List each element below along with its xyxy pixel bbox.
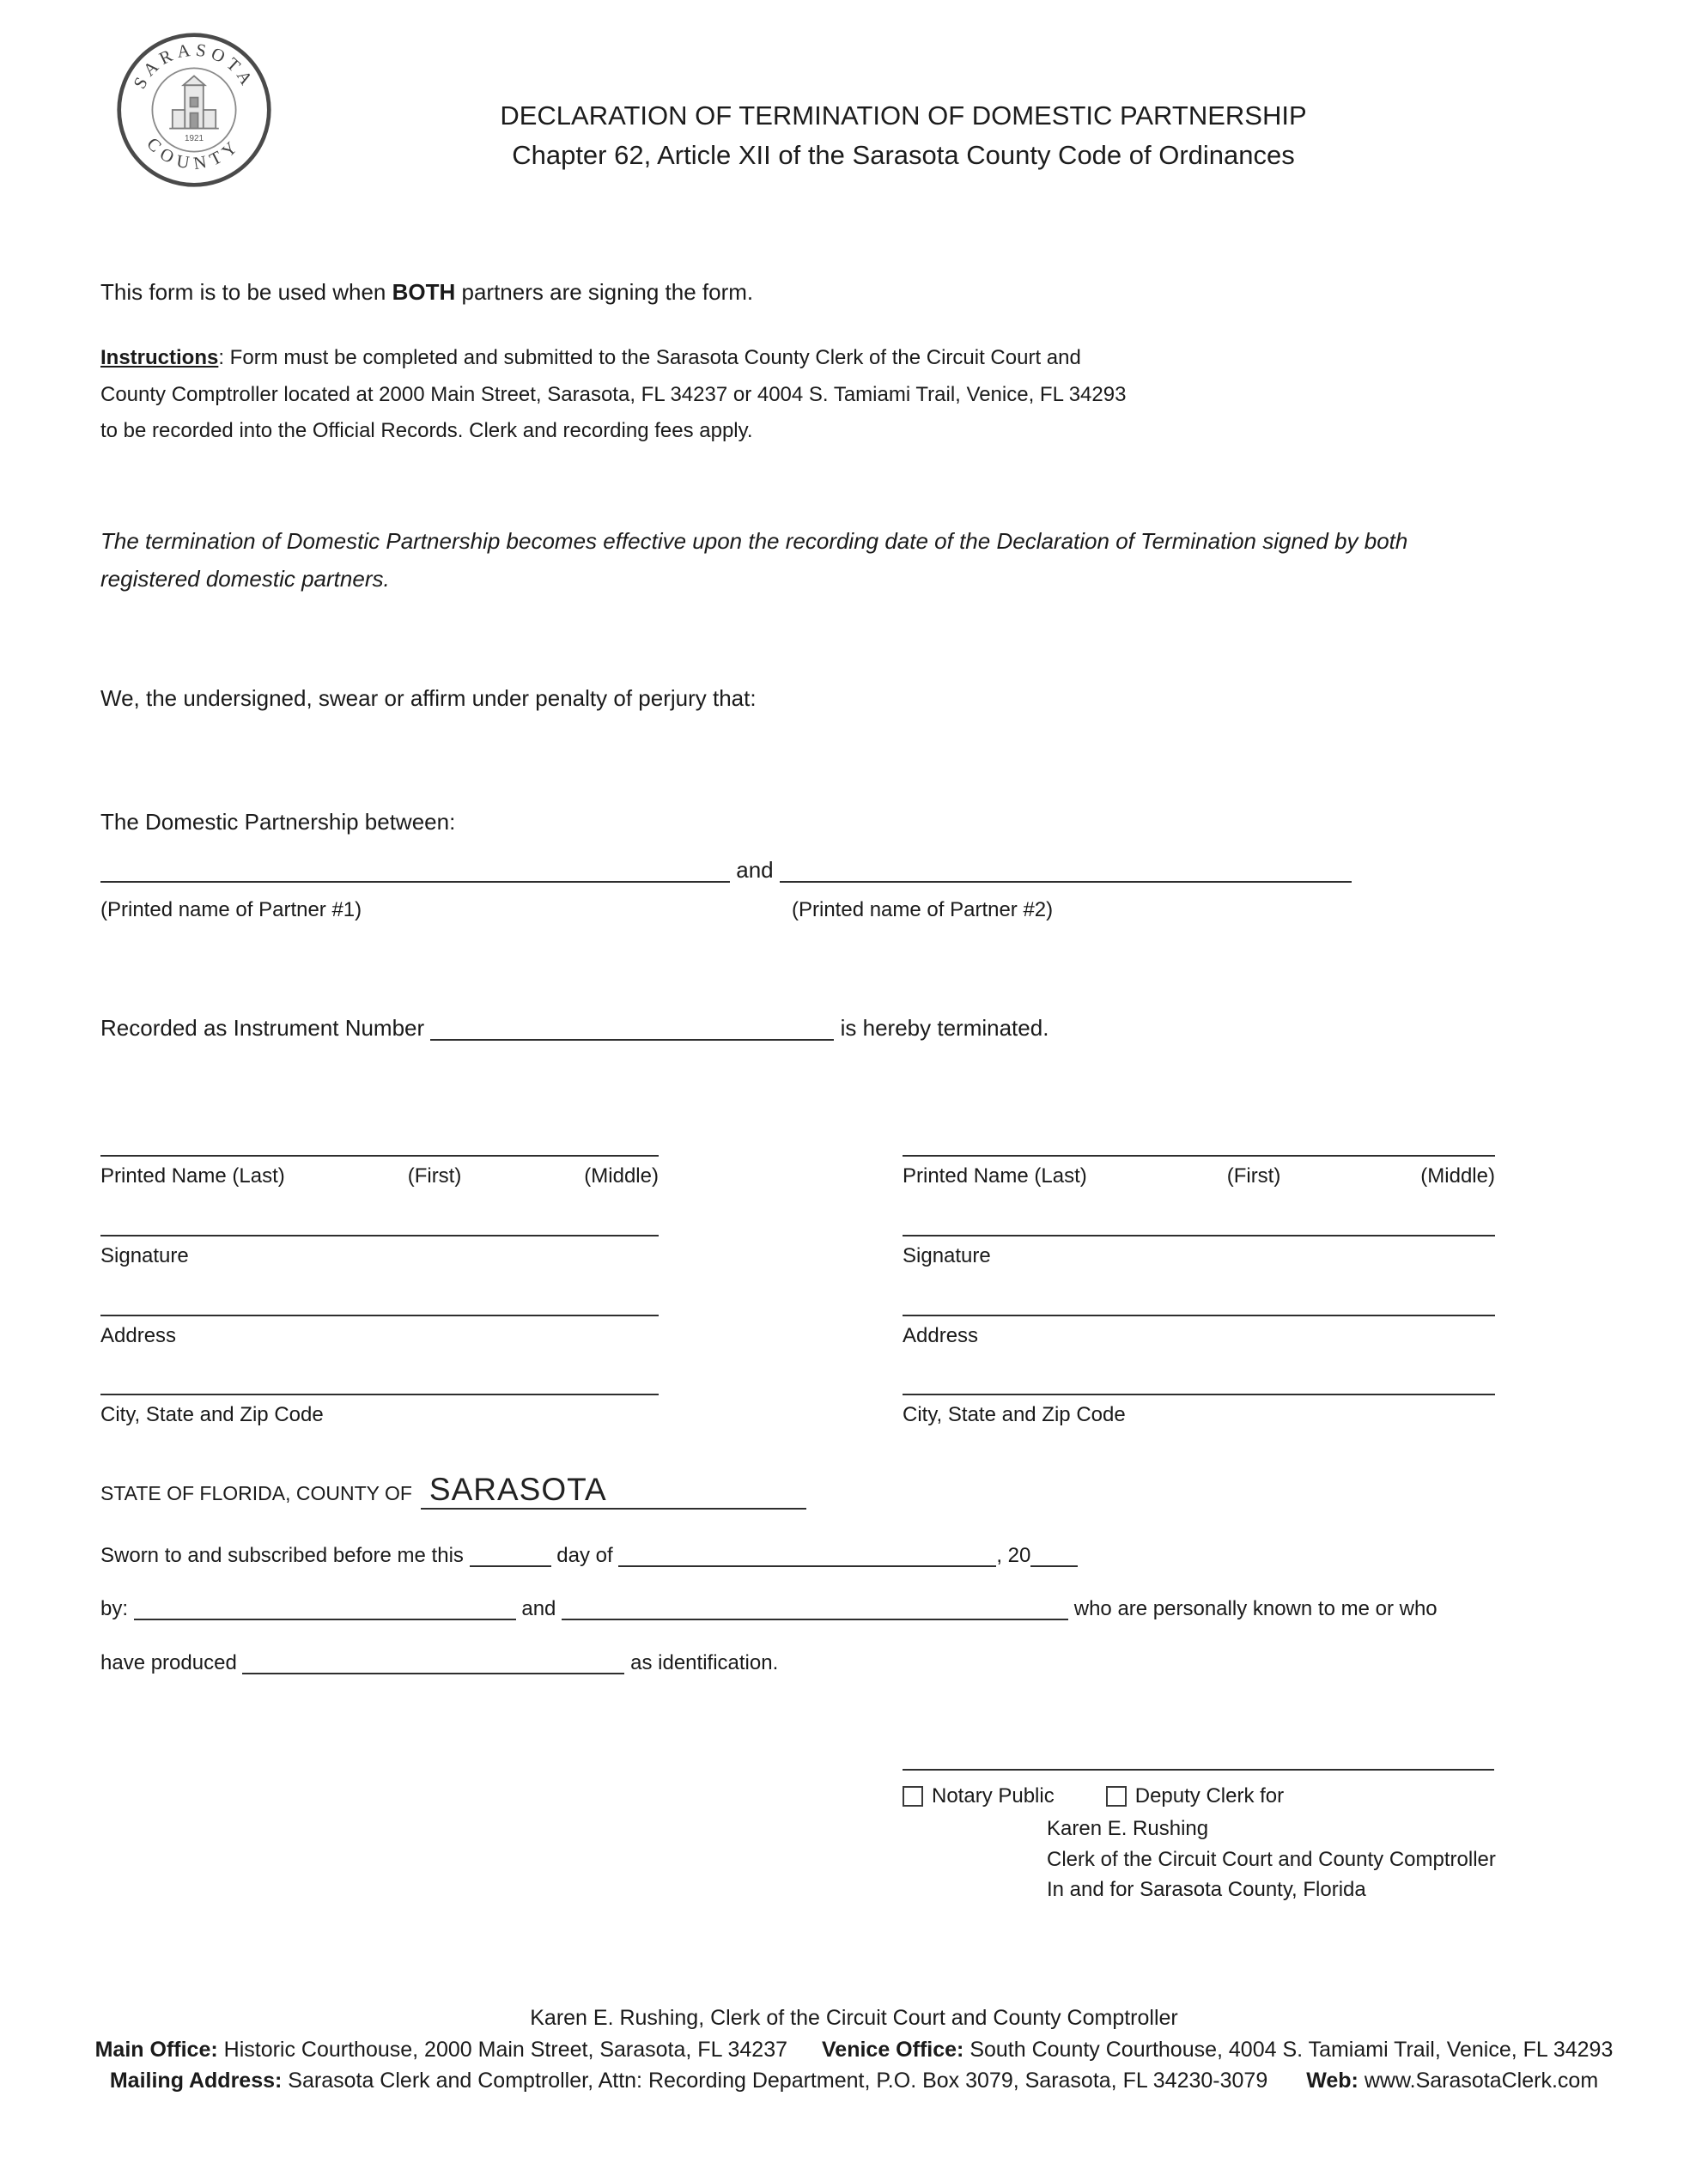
deputy-clerk-option [1106,1784,1284,1808]
clerk-title: Clerk of the Circuit Court and County Comptroller [1047,1847,1496,1871]
year-field[interactable] [1030,1546,1078,1567]
partner1-printed-name-field[interactable] [100,1155,659,1157]
main-office-label: Main Office: [94,2038,218,2062]
partner2-caption: (Printed name of Partner #2) [792,898,1054,921]
partner1-name-field[interactable] [100,862,730,883]
sworn-pre: Sworn to and subscribed before me this [100,1544,464,1567]
partner2-city-state-zip-field[interactable] [903,1394,1495,1395]
partner2-printed-name-field[interactable] [903,1155,1495,1157]
partner1-signature-group [100,1235,659,1268]
mailing-address-label: Mailing Address: [109,2069,283,2093]
middle-label: (Middle) [584,1164,659,1188]
footer-clerk-line: Karen E. Rushing, Clerk of the Circuit Court and County Comptroller [530,2006,1178,2030]
personally-known-text: who are personally known to me or who [1073,1597,1438,1620]
notary-public-label: Notary Public [932,1784,1055,1808]
sworn-by-line [100,1597,1438,1621]
footer-mailing-line [0,2069,1708,2093]
svg-text:COUNTY: COUNTY [143,134,246,174]
usage-pre: This form is to be used when [100,279,392,305]
county-value: SARASOTA [429,1472,607,1507]
partner1-city-group [100,1394,659,1427]
form-title-line2: Chapter 62, Article XII of the Sarasota County Code of Ordinances [512,139,1295,170]
partner1-signature-field[interactable] [100,1235,659,1236]
first-label: (First) [407,1164,462,1188]
effective-date-note: The termination of Domestic Partnership becomes effective upon the recording date of the Declaration of Termination signed by both registered domestic partners. [100,528,1408,592]
sworn-person1-field[interactable] [134,1600,516,1620]
partner1-address-group [100,1315,659,1348]
produced-post: as identification. [630,1651,779,1674]
oath-statement: We, the undersigned, swear or affirm under penalty of perjury that: [100,685,757,711]
footer-offices-line [0,2038,1708,2063]
signature-label: Signature [100,1244,189,1267]
partner2-city-group [903,1394,1495,1427]
produced-pre: have produced [100,1651,237,1674]
notary-signature-field[interactable] [903,1769,1494,1771]
partner-names-row [100,857,1352,884]
notary-public-option [903,1784,1055,1808]
deputy-clerk-label: Deputy Clerk for [1134,1784,1285,1808]
venice-office-address: South County Courthouse, 4004 S. Tamiami Trail, Venice, FL 34293 [963,2038,1614,2062]
partner1-address-field[interactable] [100,1315,659,1316]
form-title-line1: DECLARATION OF TERMINATION OF DOMESTIC PARTNERSHIP [500,100,1307,131]
partner1-printed-name-group [100,1155,659,1188]
partner1-city-state-zip-field[interactable] [100,1394,659,1395]
clerk-name: Karen E. Rushing [1047,1817,1209,1840]
by-conjunction: and [521,1597,556,1620]
mailing-address-value: Sarasota Clerk and Comptroller, Attn: Recording Department, P.O. Box 3079, Sarasota, FL 34230-3079 [282,2069,1268,2093]
printed-name-last-label: Printed Name (Last) [903,1164,1087,1188]
day-number-field[interactable] [470,1546,551,1567]
web-label: Web: [1306,2069,1358,2093]
partner2-signature-field[interactable] [903,1235,1495,1236]
address-label: Address [903,1324,979,1347]
partner2-signature-group [903,1235,1495,1268]
year-prefix: , 20 [996,1544,1031,1567]
first-label: (First) [1226,1164,1281,1188]
usage-post: partners are signing the form. [455,279,754,305]
main-office-address: Historic Courthouse, 2000 Main Street, Sarasota, FL 34237 [217,2038,788,2062]
middle-label: (Middle) [1420,1164,1495,1188]
city-state-zip-label: City, State and Zip Code [903,1403,1126,1426]
partner2-address-field[interactable] [903,1315,1495,1316]
printed-name-last-label: Printed Name (Last) [100,1164,285,1188]
month-field[interactable] [618,1546,996,1567]
partner2-address-group [903,1315,1495,1348]
instructions-label: Instructions [100,346,219,369]
partner2-name-field[interactable] [780,862,1352,883]
svg-text:SARASOTA: SARASOTA [130,40,258,93]
web-value: www.SarasotaClerk.com [1358,2069,1599,2093]
partnership-heading: The Domestic Partnership between: [100,809,456,835]
state-county-label: STATE OF FLORIDA, COUNTY OF [100,1482,412,1504]
day-of-label: day of [556,1544,613,1567]
instrument-pre: Recorded as Instrument Number [100,1015,425,1041]
signature-label: Signature [903,1244,991,1267]
city-state-zip-label: City, State and Zip Code [100,1403,324,1426]
usage-both-emphasis: BOTH [392,279,456,305]
venice-office-label: Venice Office: [822,2038,964,2062]
instrument-post: is hereby terminated. [840,1015,1049,1041]
partners-conjunction: and [736,857,774,883]
by-label: by: [100,1597,129,1620]
identification-field[interactable] [242,1654,624,1674]
deputy-clerk-checkbox[interactable] [1106,1786,1127,1807]
state-county-line [100,1472,806,1510]
identification-line [100,1651,778,1675]
svg-text:1921: 1921 [185,134,204,144]
usage-statement [100,279,753,306]
partner2-printed-name-group [903,1155,1495,1188]
clerk-attribution-block [1047,1814,1496,1905]
instructions-body: : Form must be completed and submitted to the Sarasota County Clerk of the Circuit Court and County Comptroller located at 2000 Main Street, Sarasota, FL 34237 or 4004 S. Tamiami Trail, Venice, FL 34293 to be recorded into the Official Records. Clerk and recording fees apply. [100,346,1127,443]
address-label: Address [100,1324,177,1347]
notary-public-checkbox[interactable] [903,1786,923,1807]
sworn-line [100,1544,1078,1568]
instructions-paragraph [100,340,1148,450]
sworn-person2-field[interactable] [562,1600,1068,1620]
county-field[interactable] [421,1472,806,1510]
instrument-number-field[interactable] [430,1020,834,1041]
partner1-caption: (Printed name of Partner #1) [100,898,362,921]
instrument-number-line [100,1015,1049,1042]
notary-capacity-row [903,1784,1284,1808]
clerk-jurisdiction: In and for Sarasota County, Florida [1047,1878,1366,1902]
form-title [99,96,1708,175]
